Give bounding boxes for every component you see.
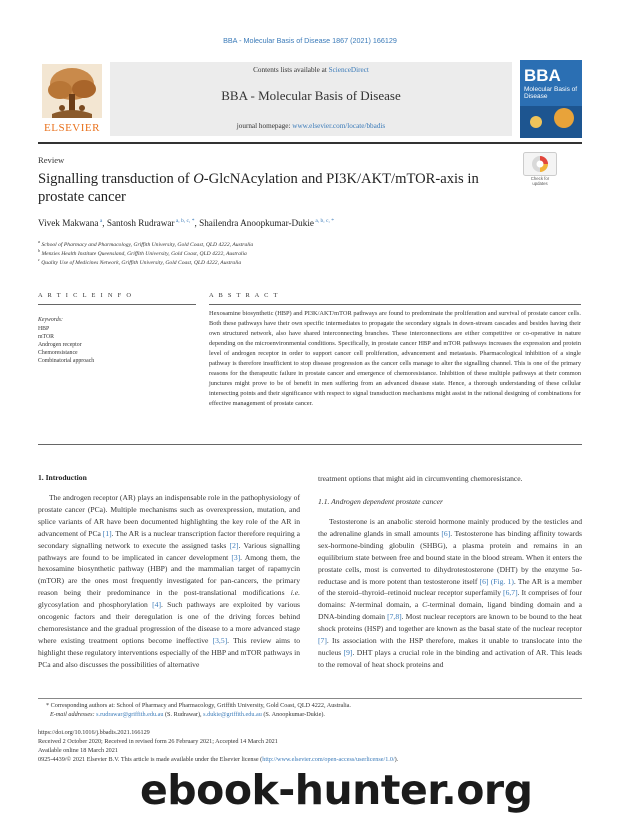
keyword-item: Combinatorial approach: [38, 358, 95, 364]
publisher-name: ELSEVIER: [44, 122, 100, 134]
cover-subtitle: Molecular Basis of Disease: [524, 86, 578, 100]
journal-homepage: journal homepage: www.elsevier.com/locate/bbadis: [236, 122, 386, 130]
citation-link[interactable]: [9]: [343, 647, 353, 657]
email-line: E-mail addresses: s.rudrawar@griffith.edu.au (S. Rudrawar), s.dukie@griffith.edu.au (S. Anoopkumar-Dukie).: [50, 711, 325, 718]
citation-link[interactable]: [2]: [229, 540, 239, 550]
article-info-rule: [38, 304, 196, 305]
citation-link[interactable]: [7,8]: [387, 612, 402, 622]
keyword-item: Androgen receptor: [38, 342, 82, 348]
journal-title: BBA - Molecular Basis of Disease: [221, 88, 401, 103]
watermark-text: ebook-hunter.org: [140, 766, 533, 814]
figure-link[interactable]: (Fig. 1): [490, 576, 514, 586]
license-link[interactable]: http://www.elsevier.com/open-access/userlicense/1.0/: [262, 756, 395, 763]
citation-link[interactable]: [3,5]: [212, 635, 228, 645]
cover-bba-text: BBA: [524, 66, 561, 85]
available-online: Available online 18 March 2021: [38, 747, 118, 754]
received-dates: Received 2 October 2020; Received in revised form 26 February 2021; Accepted 14 March 2021: [38, 738, 278, 745]
right-column-lead: treatment options that might aid in circumventing chemoresistance.: [318, 474, 523, 483]
author-1[interactable]: Vivek Makwana: [38, 218, 99, 229]
citation-link[interactable]: [7]: [318, 636, 327, 646]
subsection-paragraph: Testosterone is an anabolic steroid hormone mainly produced by the testicles and the adrenaline glands in small amounts [6]. Testosterone has binding affinity towards sex-hormone-binding globulin (SHBG), a plasma protein and remains in an equilibrium state between free and bound state in the blood stream. When it enters the prostate cells, most is converted to dihydrotestosterone (DHT) by the enzyme 5α-reductase and is more potent than testosterone itself [6] (Fig. 1). The AR is a member of the steroid–thyroid–retinoid nuclear receptor superfamily [6,7]. It comprises of four domains: N-terminal domain, a C-terminal domain, ligand binding domain and a DNA-binding domain [7,8]. Most nuclear receptors are known to be bound to the heat shock proteins (HSP) and together are known as the basal state of the nuclear receptor [7]. Its association with the HSP therefore, makes it unable to translocate into the nucleus [9]. DHT plays a crucial role in the binding and activation of AR. This leads to the removal of heat shock proteins and: [318, 517, 583, 669]
check-updates-icon: [523, 152, 557, 176]
elsevier-logo: [38, 62, 106, 136]
citation-link[interactable]: [6]: [441, 528, 451, 538]
abstract-rule-bottom: [38, 444, 582, 445]
affiliation-b: $^b$ Menzies Health Institute Queensland, Griffith University, Gold Coast, QLD 4222, Australia: [38, 248, 247, 257]
keyword-item: Chemoresistance: [38, 350, 78, 356]
sciencedirect-link[interactable]: ScienceDirect: [328, 66, 369, 74]
check-updates-label: Check for updates: [530, 176, 550, 186]
citation-link[interactable]: [4]: [152, 600, 161, 610]
abstract-text: Hexosamine biosynthetic (HBP) and PI3K/AKT/mTOR pathways are found to predominate the proliferation and survival of prostate cancer cells. Both these pathways have their own specific intermediates to propagate the secondary signals in down-stream cascades and besides having their own structured network, also have shared interconnecting branches. These interconnections are either competitive or co-operative in nature depending on the microenvironmental conditions. Specifically, in prostate cancer HBP and mTOR pathways increases the expression and protein level of androgen receptor in order to support cancer cell proliferation, advancement and metastasis. Pharmacological inhibition of a single pathway is therefore insufficient to stop disease progression as the cancer cells manage to alter the signalling channel. This is one of the primary reasons for the therapeutic failure in prostate cancer and emergence of chemoresistance. Inhibition of these multiple pathways at their common junctures might prove to be of benefit in men suffering from an advanced disease state. Hence, a thorough understanding of these cellular intersecting points and their significance with respect to signal transduction mechanisms might assist in the rational designing of combinations for effective management of prostate cancer.: [209, 310, 581, 407]
citation-link[interactable]: [6,7]: [503, 588, 518, 598]
citation-link[interactable]: [6]: [479, 576, 489, 586]
keyword-item: mTOR: [38, 334, 54, 340]
license-line: 0925-4439/© 2021 Elsevier B.V. This article is made available under the Elsevier license (http://www.elsevier.com/open-access/userlicense/1.0/).: [38, 756, 399, 763]
article-type: Review: [38, 155, 65, 165]
header-rule: [38, 142, 582, 144]
email-link-dukie[interactable]: s.dukie@griffith.edu.au: [203, 711, 262, 718]
abstract-rule-top: [209, 304, 581, 305]
citation-link[interactable]: [1]: [102, 528, 112, 538]
email-link-rudrawar[interactable]: s.rudrawar@griffith.edu.au: [96, 711, 164, 718]
introduction-heading: 1. Introduction: [38, 473, 87, 482]
contents-line: Contents lists available at ScienceDirect: [253, 66, 369, 74]
check-for-updates-badge[interactable]: [523, 152, 557, 188]
article-title: Signalling transduction of O-GlcNAcylation and PI3K/AKT/mTOR-axis in prostate cancer: [38, 171, 479, 205]
corresponding-author-note: * Corresponding authors at: School of Pharmacy and Pharmacology, Griffith University, Gold Coast, QLD 4222, Australia.: [46, 702, 351, 709]
homepage-link[interactable]: www.elsevier.com/locate/bbadis: [292, 122, 386, 130]
keyword-item: HBP: [38, 326, 50, 332]
keywords-label: Keywords:: [38, 317, 63, 323]
author-3[interactable]: Shailendra Anoopkumar-Dukie: [199, 218, 314, 229]
affiliation-a: $^a$ School of Pharmacy and Pharmacology, Griffith University, Gold Coast, QLD 4222, Australia: [38, 239, 254, 248]
affiliation-c: $^c$ Quality Use of Medicines Network, Griffith University, Gold Coast, QLD 4222, Australia: [38, 257, 242, 266]
journal-cover: [520, 60, 582, 138]
doi-link[interactable]: https://doi.org/10.1016/j.bbadis.2021.166129: [38, 729, 150, 736]
journal-reference[interactable]: BBA - Molecular Basis of Disease 1867 (2021) 166129: [223, 36, 397, 45]
author-list: Vivek Makwana $^a$, Santosh Rudrawar $^{a, b, c, *}$, Shailendra Anoopkumar-Dukie $^{a, b, c, *}$: [38, 218, 334, 229]
author-2[interactable]: Santosh Rudrawar: [106, 218, 175, 229]
article-info-heading: A R T I C L E I N F O: [38, 292, 133, 299]
subsection-heading: 1.1. Androgen dependent prostate cancer: [318, 497, 443, 506]
citation-link[interactable]: [3]: [231, 552, 241, 562]
footnote-rule: [38, 698, 582, 699]
introduction-paragraph: The androgen receptor (AR) plays an indispensable role in the pathophysiology of prostate cancer (PCa). Multiple mechanisms such as overexpression, mutation, and splice variants of AR have been documented highlighting the key role of the AR in advancement of PCa [1]. The AR is a nuclear transcription factor therefore requiring a secondary signalling network to execute the assigned tasks [2]. Various signalling pathways are found to be implicated in cancer development [3]. Among them, the hexosamine biosynthetic pathway (HBP) and the mammalian target of rapamycin (mTOR) are the ones most frequently investigated for pan-cancers, the primary reason being their predominance in the post-translational modifications i.e. glycosylation and phosphorylation [4]. Such pathways are exploited by various oncogenic factors and their deregulation is one of the driving forces behind chemoresistance and the gradual progression of the disease to a more advanced stage where existing treatment options become ineffective [3,5]. This review aims to highlight these regulatory interventions especially of the HBP and mTOR pathways in PCa and also discusses the possibilities of alternative: [38, 493, 301, 669]
abstract-heading: A B S T R A C T: [209, 292, 280, 299]
journal-header: [110, 62, 512, 136]
